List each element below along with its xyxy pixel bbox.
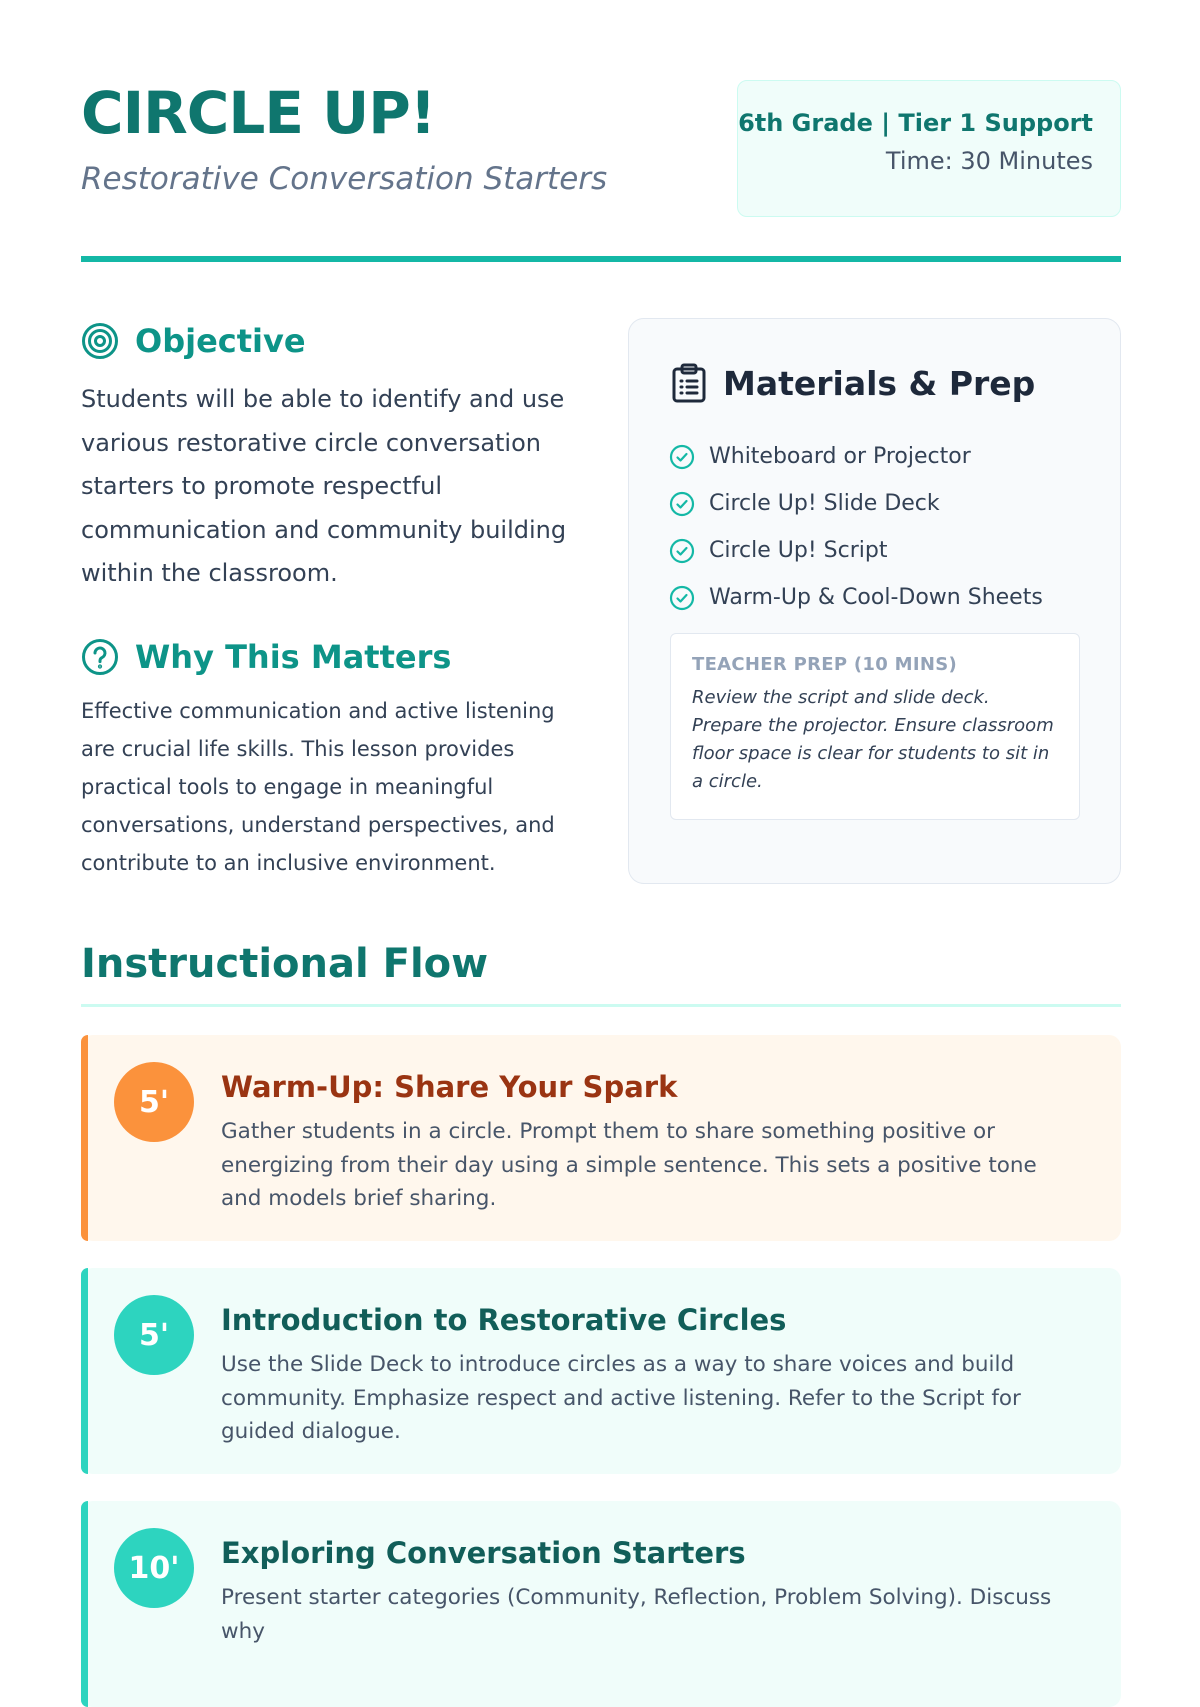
grade-info-box [737,80,1121,217]
teacher-prep-text: Review the script and slide deck. Prepare the projector. Ensure classroom floor space is clear for students to sit in a circle. [692,687,1054,792]
material-label: Circle Up! Slide Deck [709,491,940,516]
check-circle-icon [669,585,695,611]
why-title: Why This Matters [135,638,452,676]
list-item [669,480,1043,527]
step-title: Warm-Up: Share Your Spark [221,1070,678,1104]
flow-step-introduction [81,1268,1121,1474]
target-icon [81,322,119,360]
header-divider [81,256,1121,262]
step-duration-badge: 10' [114,1528,194,1608]
grade-label: 6th Grade | Tier 1 Support [738,109,1093,137]
why-text: Effective communication and active listening are crucial life skills. This lesson provides practical tools to engage in meaningful conversations, understand perspectives, and contribute to an inclusive environment. [81,699,555,875]
objective-text: Students will be able to identify and use various restorative circle conversation starters to promote respectful communication and community building within the classroom. [81,385,567,587]
list-item [669,527,1043,574]
step-description: Gather students in a circle. Prompt them to share something positive or energizing from their day using a simple sentence. This sets a positive tone and models brief sharing. [221,1119,1037,1211]
step-accent-bar [81,1035,88,1241]
step-description: Use the Slide Deck to introduce circles as a way to share voices and build community. Emphasize respect and active listening. Refer to the Script for guided dialogue. [221,1352,1021,1444]
page-subtitle: Restorative Conversation Starters [81,161,608,197]
question-circle-icon [81,638,119,676]
materials-card [628,318,1121,884]
step-title: Introduction to Restorative Circles [221,1303,787,1337]
why-heading [81,638,451,676]
materials-list [669,433,1043,621]
materials-heading [671,363,1035,403]
page-title: CIRCLE UP! [81,79,436,147]
flow-step-warm-up [81,1035,1121,1241]
objective-title: Objective [135,322,306,360]
flow-divider [81,1004,1121,1007]
materials-title: Materials & Prep [723,363,1036,403]
step-accent-bar [81,1268,88,1474]
clipboard-icon [671,363,707,403]
header [81,80,1121,220]
check-circle-icon [669,538,695,564]
list-item [669,433,1043,480]
step-accent-bar [81,1501,88,1707]
check-circle-icon [669,491,695,517]
step-title: Exploring Conversation Starters [221,1536,746,1570]
step-duration-badge: 5' [114,1062,194,1142]
list-item [669,574,1043,621]
step-description: Present starter categories (Community, Reflection, Problem Solving). Discuss why [221,1585,1052,1644]
flow-step-exploring [81,1501,1121,1707]
check-circle-icon [669,444,695,470]
material-label: Warm-Up & Cool-Down Sheets [709,585,1043,610]
teacher-prep-box [670,633,1080,820]
teacher-prep-label: TEACHER PREP (10 MINS) [692,654,958,675]
material-label: Whiteboard or Projector [709,444,971,469]
instructional-flow-title: Instructional Flow [81,941,489,987]
time-label: Time: 30 Minutes [885,147,1093,175]
material-label: Circle Up! Script [709,538,888,563]
objective-heading [81,322,306,360]
step-duration-badge: 5' [114,1295,194,1375]
